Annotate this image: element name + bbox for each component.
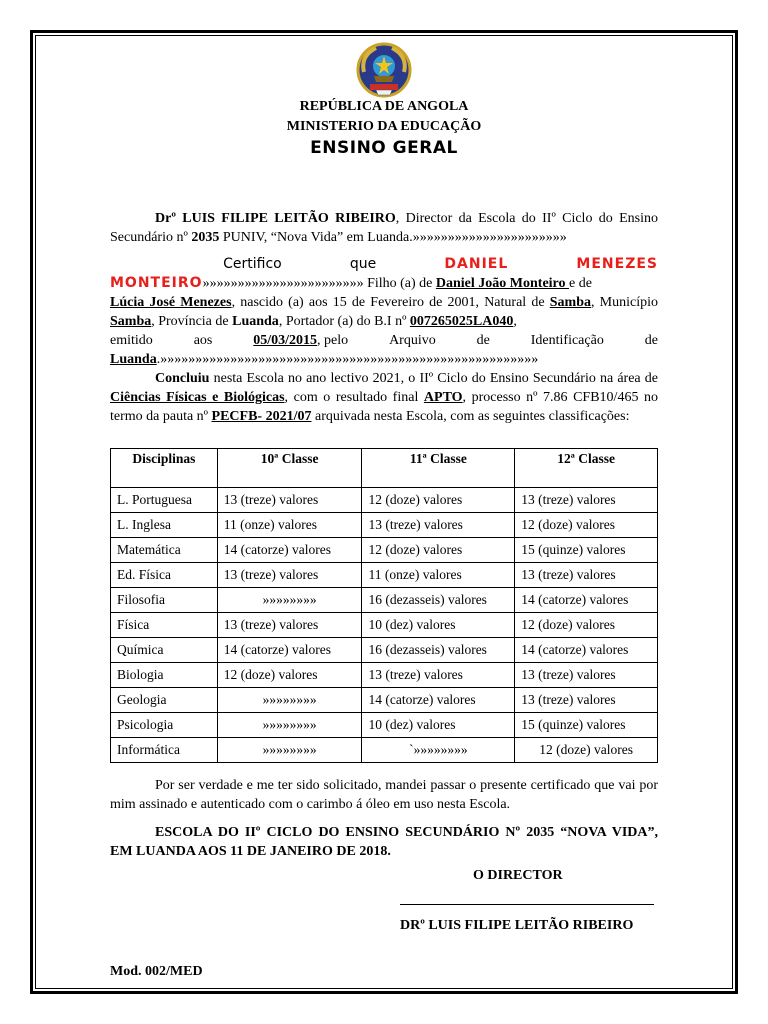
municipio: Samba — [110, 314, 152, 329]
signature-title: O DIRECTOR — [473, 868, 563, 883]
header-11-classe: 11ª Classe — [362, 449, 515, 488]
issue-date: 05/03/2015 — [253, 333, 318, 348]
table-row: Informática »»»»»»»» `»»»»»»»» 12 (doze) valores — [111, 738, 658, 763]
archive-city: Luanda — [110, 352, 157, 367]
angola-coat-of-arms-icon — [356, 42, 412, 98]
table-row: Física 13 (treze) valores 10 (dez) valores 12 (doze) valores — [111, 613, 658, 638]
table-header-row — [111, 449, 658, 488]
header-10-classe: 10ª Classe — [217, 449, 362, 488]
table-row: Química 14 (catorze) valores 16 (dezasseis) valores 14 (catorze) valores — [111, 638, 658, 663]
intro-paragraph: Drº LUIS FILIPE LEITÃO RIBEIRO, Director da Escola do IIº Ciclo do Ensino Secundário nº 2035 PUNIV, “Nova Vida” em Luanda.»»»»»»»»»»»»»»»»»»»»»» — [110, 211, 658, 245]
director-name: Drº LUIS FILIPE LEITÃO RIBEIRO — [155, 211, 396, 226]
signature-line — [400, 904, 654, 905]
table-row: Ed. Física 13 (treze) valores 11 (onze) valores 13 (treze) valores — [111, 563, 658, 588]
bi-number: 007265025LA040 — [409, 314, 514, 329]
table-row: Matemática 14 (catorze) valores 12 (doze) valores 15 (quinze) valores — [111, 538, 658, 563]
final-result: APTO — [423, 390, 463, 405]
mother-name: Lúcia José Menezes — [110, 295, 232, 310]
table-row: L. Portuguesa 13 (treze) valores 12 (doze) valores 13 (treze) valores — [111, 488, 658, 513]
grades-table — [110, 448, 658, 763]
provincia: Luanda — [232, 314, 279, 329]
document-heading: ENSINO GERAL — [310, 138, 458, 158]
conclusion-paragraph: Concluiu nesta Escola no ano lectivo 2021, o IIº Ciclo do Ensino Secundário na área de Ciências Físicas e Biológicas, com o resultado final APTO, processo nº 7.86 CFB10/465 no termo da pauta nº PECFB- 2021/07 arquivada nesta Escola, com as seguintes classificações: — [110, 371, 658, 424]
school-number: 2035 — [191, 230, 220, 245]
ministry-title: MINISTERIO DA EDUCAÇÃO — [286, 119, 482, 134]
closing-paragraph: Por ser verdade e me ter sido solicitado, mandei passar o presente certificado que vai por mim assinado e autenticado com o carimbo á óleo em uso nesta Escola. — [110, 778, 658, 812]
header-12-classe: 12ª Classe — [515, 449, 658, 488]
student-last-name: MONTEIRO — [110, 275, 203, 291]
table-row: L. Inglesa 11 (onze) valores 13 (treze) valores 12 (doze) valores — [111, 513, 658, 538]
table-row: Psicologia »»»»»»»» 10 (dez) valores 15 (quinze) valores — [111, 713, 658, 738]
place-date: ESCOLA DO IIº CICLO DO ENSINO SECUNDÁRIO Nº 2035 “NOVA VIDA”, EM LUANDA AOS 11 DE JANEIRO DE 2018. — [110, 825, 658, 859]
study-area: Ciências Físicas e Biológicas — [110, 390, 285, 405]
certify-paragraph: Certifico que DANIEL MENEZES MONTEIRO»»»»»»»»»»»»»»»»»»»»»»» Filho (a) de Daniel João Monteiro e de Lúcia José Menezes, nascido (a) aos 15 de Fevereiro de 2001, Natural de Samba, Município Samba, Província de Luanda, Portador (a) do B.I nº 007265025LA040, emitido aos 05/03/2015, pelo Arquivo de Identificação de Luanda.»»»»»»»»»»»»»»»»»»»»»»»»»»»»»»»»»»»»»»»»»»»»»»»»»»»»»» — [110, 256, 658, 367]
signatory-name: DRº LUIS FILIPE LEITÃO RIBEIRO — [400, 918, 634, 933]
natural-place: Samba — [549, 295, 591, 310]
table-row: Filosofia »»»»»»»» 16 (dezasseis) valores 14 (catorze) valores — [111, 588, 658, 613]
pauta-number: PECFB- 2021/07 — [211, 409, 312, 424]
father-name: Daniel João Monteiro — [435, 276, 570, 291]
header-disciplinas: Disciplinas — [111, 449, 218, 488]
table-row: Geologia »»»»»»»» 14 (catorze) valores 13 (treze) valores — [111, 688, 658, 713]
model-code: Mod. 002/MED — [110, 964, 203, 979]
republic-title: REPÚBLICA DE ANGOLA — [299, 99, 469, 114]
student-middle-name: MENEZES — [576, 256, 658, 272]
student-first-name: DANIEL — [444, 256, 509, 272]
table-row: Biologia 12 (doze) valores 13 (treze) valores 13 (treze) valores — [111, 663, 658, 688]
